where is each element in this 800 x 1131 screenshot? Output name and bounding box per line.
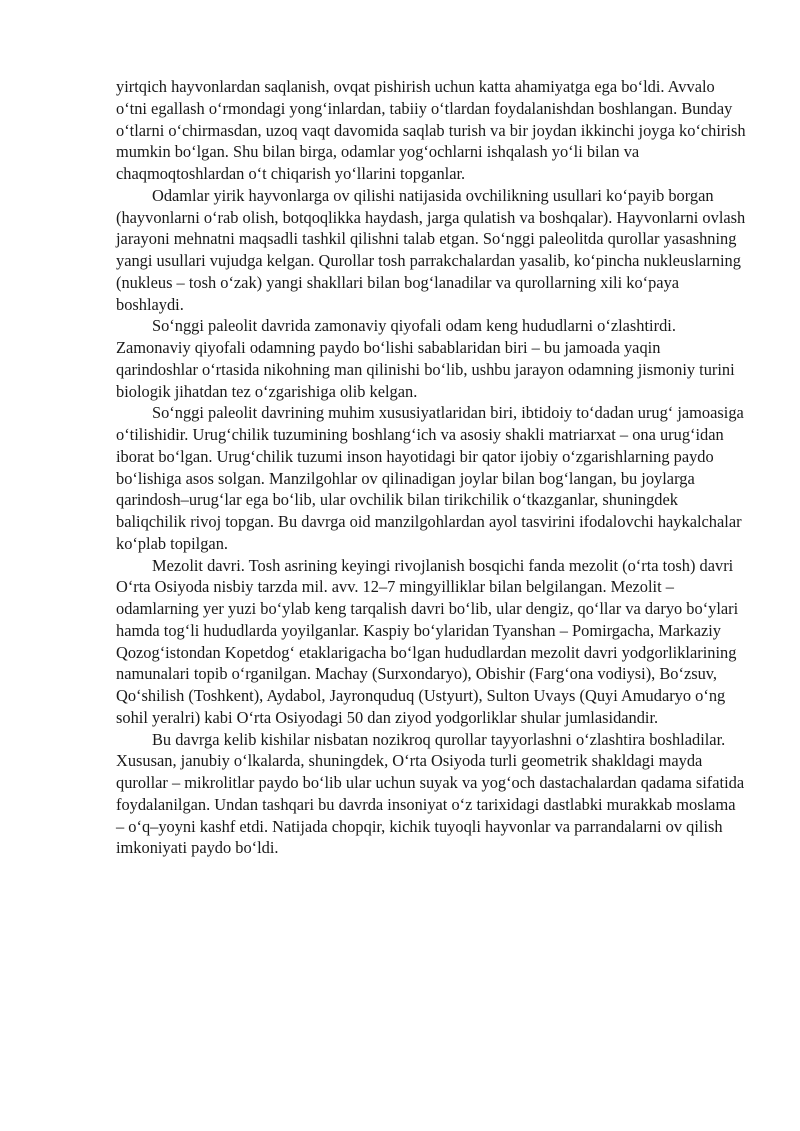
paragraph-1: yirtqich hayvonlardan saqlanish, ovqat pishirish uchun katta ahamiyatga ega bo‘ldi. Avvalo o‘tni egallash o‘rmondagi yong‘inlardan, tabiiy o‘tlardan foydalanishdan boshlangan. Bunday o‘tlarni o‘chirmasdan, uzoq vaqt davomida saqlab turish va bir joydan ikkinchi joyga ko‘chirish mumkin bo‘lgan. Shu bilan birga, odamlar yog‘ochlarni ishqalash yo‘li bilan va chaqmoqtoshlardan o‘t chiqarish yo‘llarini topganlar. — [116, 77, 746, 183]
paragraph-5: Mezolit davri. Tosh asrining keyingi rivojlanish bosqichi fanda mezolit (o‘rta tosh) davri O‘rta Osiyoda nisbiy tarzda mil. avv. 12–7 mingyilliklar bilan belgilangan. Mezolit – odamlarning yer yuzi bo‘ylab keng tarqalish davri bo‘lib, ular dengiz, qo‘llar va daryo bo‘ylari hamda tog‘li hududlarda yoyilganlar. Kaspiy bo‘ylaridan Tyanshan – Pomirgacha, Markaziy Qozog‘istondan Kopetdog‘ etaklarigacha bo‘lgan hududlardan mezolit davri yodgorliklarining namunalari topib o‘rganilgan. Machay (Surxondaryo), Obishir (Farg‘ona vodiysi), Bo‘zsuv, Qo‘shilish (Toshkent), Aydabol, Jayronquduq (Ustyurt), Sulton Uvays (Quyi Amudaryo o‘ng sohil yeralri) kabi O‘rta Osiyodagi 50 dan ziyod yodgorliklar shular jumlasidandir. — [116, 555, 739, 727]
paragraph-6: Bu davrga kelib kishilar nisbatan nozikroq qurollar tayyorlashni o‘zlashtira boshladilar. Xususan, janubiy o‘lkalarda, shuningdek, O‘rta Osiyoda turli geometrik shakldagi mayda qurollar – mikrolitlar paydo bo‘lib ular uchun suyak va yog‘och dastachalardan qadama sifatida foydalanilgan. Undan tashqari bu davrda insoniyat o‘z tarixidagi dastlabki murakkab moslama – o‘q–yoyni kashf etdi. Natijada chopqir, kichik tuyoqli hayvonlar va parrandalarni ov qilish imkoniyati paydo bo‘ldi. — [116, 729, 745, 858]
document-page — [116, 76, 746, 859]
paragraph-4: So‘nggi paleolit davrining muhim xususiyatlaridan biri, ibtidoiy to‘dadan urug‘ jamoasiga o‘tilishidir. Urug‘chilik tuzumining boshlang‘ich va asosiy shakli matriarxat – ona urug‘idan iborat bo‘lgan. Urug‘chilik tuzumi inson hayotidagi bir qator ijobiy o‘zgarishlarning paydo bo‘lishiga asos solgan. Manzilgohlar ov qilinadigan joylar bilan bog‘langan, bu joylarga qarindosh–urug‘lar ega bo‘lib, ular ovchilik bilan tirikchilik o‘tkazganlar, shuningdek baliqchilik rivoj topgan. Bu davrga oid manzilgohlardan ayol tasvirini ifodalovchi haykalchalar ko‘plab topilgan. — [116, 403, 744, 553]
paragraph-2: Odamlar yirik hayvonlarga ov qilishi natijasida ovchilikning usullari ko‘payib borgan (hayvonlarni o‘rab olish, botqoqlikka haydash, jarga qulatish va boshqalar). Hayvonlarni ovlash jarayoni mehnatni maqsadli tashkil qilishni talab etgan. So‘nggi paleolitda qurollar yasashning yangi usullari vujudga kelgan. Qurollar tosh parrakchalardan yasalib, ko‘pincha nukleuslarning (nukleus – tosh o‘zak) yangi shakllari bilan bog‘lanadilar va qurollarning xili ko‘paya boshlaydi. — [116, 185, 746, 314]
paragraph-3: So‘nggi paleolit davrida zamonaviy qiyofali odam keng hududlarni o‘zlashtirdi. Zamonaviy qiyofali odamning paydo bo‘lishi sabablaridan biri – bu jamoada yaqin qarindoshlar o‘rtasida nikohning man qilinishi bo‘lib, ushbu jarayon odamning jismoniy turini biologik jihatdan tez o‘zgarishiga olib kelgan. — [116, 316, 735, 401]
